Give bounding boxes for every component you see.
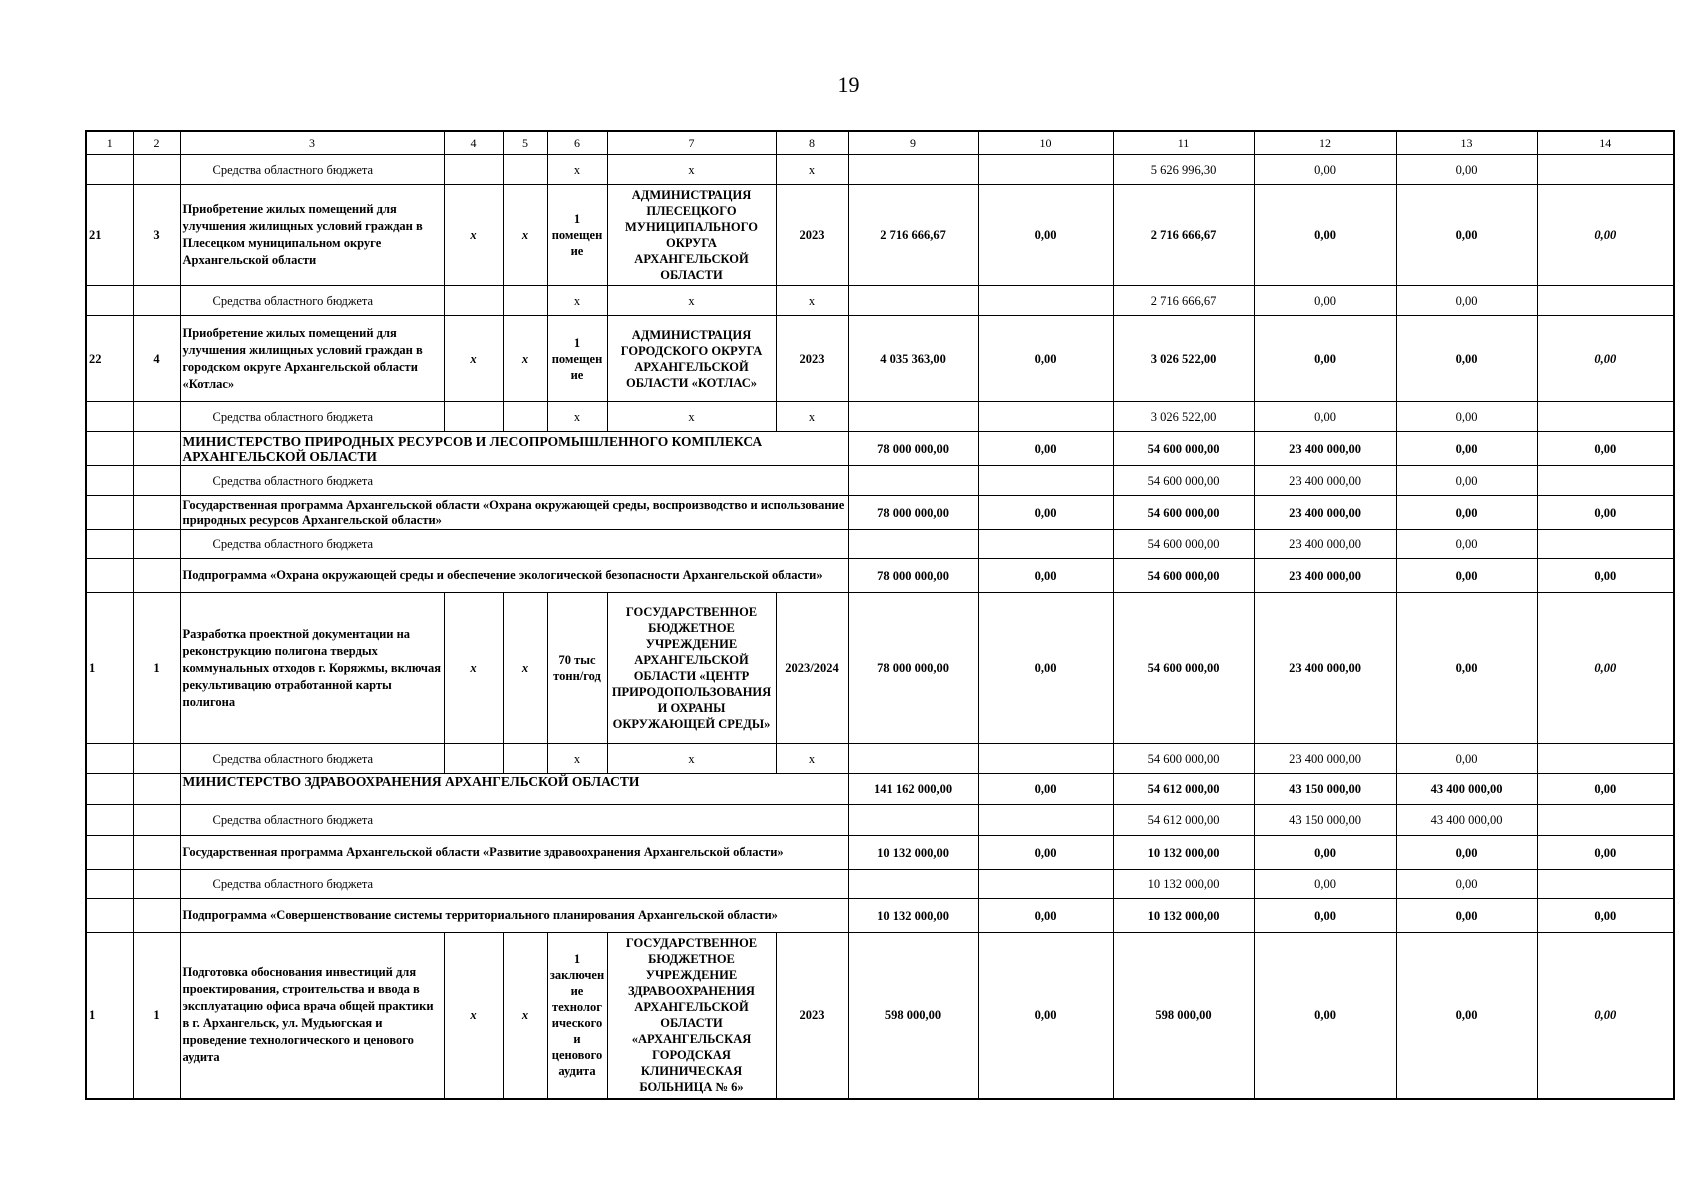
item-name: Приобретение жилых помещений для улучшения жилищных условий граждан в городском округе Архангельской области «Котлас» (180, 316, 444, 402)
page-number: 19 (837, 72, 860, 97)
cell (978, 286, 1113, 316)
cell (1537, 744, 1674, 774)
cell: 0,00 (1254, 933, 1396, 1099)
cell: 10 132 000,00 (1113, 899, 1254, 933)
period: 2023 (776, 933, 848, 1099)
cell (1537, 805, 1674, 836)
cell (133, 155, 180, 185)
cell: 0,00 (1254, 316, 1396, 402)
cell: 0,00 (1396, 185, 1537, 286)
ministry-title: МИНИСТЕРСТВО ПРИРОДНЫХ РЕСУРСОВ И ЛЕСОПРОМЫШЛЕННОГО КОМПЛЕКСА АРХАНГЕЛЬСКОЙ ОБЛАСТИ (180, 432, 848, 466)
period: 2023 (776, 316, 848, 402)
cell: x (547, 286, 607, 316)
cell: 23 400 000,00 (1254, 466, 1396, 496)
cell: 0,00 (1537, 185, 1674, 286)
cell (978, 805, 1113, 836)
cell: x (444, 185, 503, 286)
cell: 54 600 000,00 (1113, 744, 1254, 774)
cell: 0,00 (978, 316, 1113, 402)
cell: 54 612 000,00 (1113, 774, 1254, 805)
cell: 2 716 666,67 (1113, 185, 1254, 286)
cell: 0,00 (1537, 559, 1674, 593)
cell: 54 600 000,00 (1113, 466, 1254, 496)
cell (133, 774, 180, 805)
cell: 43 400 000,00 (1396, 774, 1537, 805)
table-row (86, 933, 1674, 1099)
budget-source-label: Средства областного бюджета (180, 466, 848, 496)
cell: x (547, 155, 607, 185)
cell: 23 400 000,00 (1254, 496, 1396, 530)
cell (848, 466, 978, 496)
cell: 23 400 000,00 (1254, 432, 1396, 466)
budget-source-row (86, 744, 1674, 774)
cell: 0,00 (978, 185, 1113, 286)
cell (503, 402, 547, 432)
column-header: 5 (503, 131, 547, 155)
item-name: Подготовка обоснования инвестиций для проектирования, строительства и ввода в эксплуатацию офиса врача общей практики в г. Архангельск, ул. Мудьюгская и проведение технологического и ценового аудита (180, 933, 444, 1099)
cell (444, 744, 503, 774)
cell: 0,00 (1396, 402, 1537, 432)
cell: 10 132 000,00 (1113, 836, 1254, 870)
cell (978, 402, 1113, 432)
cell (86, 155, 133, 185)
cell: 0,00 (1396, 286, 1537, 316)
period: 2023 (776, 185, 848, 286)
budget-source-row (86, 286, 1674, 316)
cell (1537, 466, 1674, 496)
cell: x (503, 933, 547, 1099)
cell: x (776, 402, 848, 432)
cell: 78 000 000,00 (848, 496, 978, 530)
cell: 78 000 000,00 (848, 432, 978, 466)
subprogram-title: Подпрограмма «Совершенствование системы территориального планирования Архангельской области» (180, 899, 848, 933)
cell: 0,00 (978, 559, 1113, 593)
cell: 4 035 363,00 (848, 316, 978, 402)
cell: 0,00 (1537, 496, 1674, 530)
cell: 23 400 000,00 (1254, 530, 1396, 559)
budget-source-row (86, 155, 1674, 185)
cell (133, 805, 180, 836)
item-number: 4 (133, 316, 180, 402)
subprogram-title: Подпрограмма «Охрана окружающей среды и обеспечение экологической безопасности Архангельской области» (180, 559, 848, 593)
cell: 141 162 000,00 (848, 774, 978, 805)
column-header: 1 (86, 131, 133, 155)
cell (1537, 155, 1674, 185)
cell (133, 744, 180, 774)
cell (848, 744, 978, 774)
cell (444, 155, 503, 185)
cell: 0,00 (1396, 432, 1537, 466)
budget-source-label: Средства областного бюджета (180, 155, 444, 185)
cell: 0,00 (1396, 744, 1537, 774)
row-number: 22 (86, 316, 133, 402)
cell (86, 870, 133, 899)
cell (978, 530, 1113, 559)
financing-table (85, 130, 1675, 1100)
cell: 0,00 (1396, 836, 1537, 870)
cell: 2 716 666,67 (848, 185, 978, 286)
budget-source-label: Средства областного бюджета (180, 286, 444, 316)
column-header: 7 (607, 131, 776, 155)
cell: 0,00 (978, 593, 1113, 744)
cell (503, 155, 547, 185)
period: 2023/2024 (776, 593, 848, 744)
row-number: 1 (86, 593, 133, 744)
column-header: 2 (133, 131, 180, 155)
column-header: 3 (180, 131, 444, 155)
capacity: 1 помещение (547, 185, 607, 286)
cell (848, 805, 978, 836)
cell: 0,00 (1396, 933, 1537, 1099)
cell (978, 870, 1113, 899)
cell: x (444, 316, 503, 402)
cell (444, 286, 503, 316)
cell (978, 466, 1113, 496)
cell: 0,00 (978, 496, 1113, 530)
item-number: 1 (133, 593, 180, 744)
cell: 0,00 (1254, 870, 1396, 899)
cell (133, 870, 180, 899)
cell (86, 402, 133, 432)
cell: x (503, 185, 547, 286)
cell (848, 402, 978, 432)
cell: 43 150 000,00 (1254, 774, 1396, 805)
cell: 0,00 (978, 899, 1113, 933)
cell (133, 899, 180, 933)
budget-source-label: Средства областного бюджета (180, 805, 848, 836)
cell: 23 400 000,00 (1254, 559, 1396, 593)
column-header: 10 (978, 131, 1113, 155)
cell (86, 530, 133, 559)
cell: 0,00 (1396, 559, 1537, 593)
cell (133, 530, 180, 559)
cell (133, 432, 180, 466)
cell (978, 744, 1113, 774)
cell: 0,00 (1537, 774, 1674, 805)
column-header: 4 (444, 131, 503, 155)
cell: 23 400 000,00 (1254, 744, 1396, 774)
cell: 43 400 000,00 (1396, 805, 1537, 836)
cell (133, 559, 180, 593)
cell: 3 026 522,00 (1113, 316, 1254, 402)
cell: 0,00 (978, 836, 1113, 870)
cell: 0,00 (1537, 593, 1674, 744)
budget-source-row (86, 870, 1674, 899)
program-row (86, 836, 1674, 870)
cell: 78 000 000,00 (848, 559, 978, 593)
budget-source-row (86, 530, 1674, 559)
budget-source-label: Средства областного бюджета (180, 530, 848, 559)
responsible-org: АДМИНИСТРАЦИЯ ГОРОДСКОГО ОКРУГА АРХАНГЕЛЬСКОЙ ОБЛАСТИ «КОТЛАС» (607, 316, 776, 402)
cell: 0,00 (1396, 870, 1537, 899)
cell (503, 744, 547, 774)
cell: 0,00 (978, 432, 1113, 466)
cell: 0,00 (1254, 286, 1396, 316)
cell: 0,00 (1396, 466, 1537, 496)
table-row (86, 185, 1674, 286)
cell: 54 612 000,00 (1113, 805, 1254, 836)
column-number-row (86, 131, 1674, 155)
item-number: 1 (133, 933, 180, 1099)
cell: 0,00 (1537, 899, 1674, 933)
item-number: 3 (133, 185, 180, 286)
cell: 2 716 666,67 (1113, 286, 1254, 316)
responsible-org: ГОСУДАРСТВЕННОЕ БЮДЖЕТНОЕ УЧРЕЖДЕНИЕ АРХАНГЕЛЬСКОЙ ОБЛАСТИ «ЦЕНТР ПРИРОДОПОЛЬЗОВАНИЯ И ОХРАНЫ ОКРУЖАЮЩЕЙ СРЕДЫ» (607, 593, 776, 744)
subprogram-row (86, 559, 1674, 593)
cell (848, 530, 978, 559)
cell: 0,00 (978, 933, 1113, 1099)
column-header: 8 (776, 131, 848, 155)
cell: 23 400 000,00 (1254, 593, 1396, 744)
cell (503, 286, 547, 316)
cell (86, 286, 133, 316)
budget-source-row (86, 402, 1674, 432)
capacity: 1 помещение (547, 316, 607, 402)
cell: 10 132 000,00 (848, 836, 978, 870)
column-header: 9 (848, 131, 978, 155)
cell: x (776, 744, 848, 774)
cell (1537, 870, 1674, 899)
cell: x (776, 286, 848, 316)
responsible-org: ГОСУДАРСТВЕННОЕ БЮДЖЕТНОЕ УЧРЕЖДЕНИЕ ЗДРАВООХРАНЕНИЯ АРХАНГЕЛЬСКОЙ ОБЛАСТИ «АРХАНГЕЛЬСКАЯ ГОРОДСКАЯ КЛИНИЧЕСКАЯ БОЛЬНИЦА № 6» (607, 933, 776, 1099)
cell: x (444, 593, 503, 744)
cell: 78 000 000,00 (848, 593, 978, 744)
cell (86, 432, 133, 466)
cell: 0,00 (1396, 155, 1537, 185)
budget-source-label: Средства областного бюджета (180, 744, 444, 774)
ministry-row (86, 774, 1674, 805)
cell: x (444, 933, 503, 1099)
program-row (86, 496, 1674, 530)
cell (444, 402, 503, 432)
cell: 3 026 522,00 (1113, 402, 1254, 432)
cell (86, 466, 133, 496)
capacity: 70 тыс тонн/год (547, 593, 607, 744)
program-title: Государственная программа Архангельской области «Охрана окружающей среды, воспроизводство и использование природных ресурсов Архангельской области» (180, 496, 848, 530)
budget-source-row (86, 805, 1674, 836)
cell: 54 600 000,00 (1113, 593, 1254, 744)
cell: 10 132 000,00 (848, 899, 978, 933)
budget-source-label: Средства областного бюджета (180, 402, 444, 432)
capacity: 1 заключение технологического и ценового аудита (547, 933, 607, 1099)
subprogram-row (86, 899, 1674, 933)
row-number: 1 (86, 933, 133, 1099)
table-row (86, 316, 1674, 402)
cell (133, 402, 180, 432)
cell: x (607, 286, 776, 316)
cell: 0,00 (1254, 899, 1396, 933)
cell: 54 600 000,00 (1113, 530, 1254, 559)
cell: 0,00 (1537, 933, 1674, 1099)
cell (133, 836, 180, 870)
cell: x (503, 593, 547, 744)
cell (86, 899, 133, 933)
cell: 0,00 (1396, 899, 1537, 933)
cell: 0,00 (1396, 316, 1537, 402)
cell (133, 286, 180, 316)
responsible-org: АДМИНИСТРАЦИЯ ПЛЕСЕЦКОГО МУНИЦИПАЛЬНОГО ОКРУГА АРХАНГЕЛЬСКОЙ ОБЛАСТИ (607, 185, 776, 286)
cell: 0,00 (1396, 496, 1537, 530)
column-header: 6 (547, 131, 607, 155)
cell (848, 286, 978, 316)
item-name: Разработка проектной документации на реконструкцию полигона твердых коммунальных отходов г. Коряжмы, включая рекультивацию отработанной карты полигона (180, 593, 444, 744)
cell: 5 626 996,30 (1113, 155, 1254, 185)
budget-source-row (86, 466, 1674, 496)
cell (1537, 530, 1674, 559)
cell: 0,00 (1537, 316, 1674, 402)
cell: x (547, 402, 607, 432)
column-header: 13 (1396, 131, 1537, 155)
program-title: Государственная программа Архангельской области «Развитие здравоохранения Архангельской области» (180, 836, 848, 870)
cell: 0,00 (1254, 836, 1396, 870)
cell (86, 496, 133, 530)
cell (86, 805, 133, 836)
cell: 0,00 (1254, 185, 1396, 286)
cell: x (503, 316, 547, 402)
cell: x (776, 155, 848, 185)
column-header: 12 (1254, 131, 1396, 155)
cell (86, 744, 133, 774)
column-header: 11 (1113, 131, 1254, 155)
cell (133, 466, 180, 496)
column-header: 14 (1537, 131, 1674, 155)
cell: x (547, 744, 607, 774)
cell: 0,00 (1537, 836, 1674, 870)
ministry-row (86, 432, 1674, 466)
cell: x (607, 744, 776, 774)
cell (86, 559, 133, 593)
cell: 0,00 (1254, 155, 1396, 185)
cell: 0,00 (1537, 432, 1674, 466)
ministry-title: МИНИСТЕРСТВО ЗДРАВООХРАНЕНИЯ АРХАНГЕЛЬСКОЙ ОБЛАСТИ (180, 774, 848, 805)
cell: 598 000,00 (1113, 933, 1254, 1099)
cell (1537, 402, 1674, 432)
table-row (86, 593, 1674, 744)
cell: 0,00 (1254, 402, 1396, 432)
budget-source-label: Средства областного бюджета (180, 870, 848, 899)
cell: 54 600 000,00 (1113, 432, 1254, 466)
cell: 54 600 000,00 (1113, 496, 1254, 530)
cell (848, 870, 978, 899)
cell (978, 155, 1113, 185)
row-number: 21 (86, 185, 133, 286)
cell: x (607, 155, 776, 185)
cell (1537, 286, 1674, 316)
cell: 54 600 000,00 (1113, 559, 1254, 593)
cell (86, 774, 133, 805)
cell (848, 155, 978, 185)
cell (86, 836, 133, 870)
cell: 43 150 000,00 (1254, 805, 1396, 836)
cell: 0,00 (1396, 530, 1537, 559)
cell: 598 000,00 (848, 933, 978, 1099)
cell: x (607, 402, 776, 432)
cell: 10 132 000,00 (1113, 870, 1254, 899)
item-name: Приобретение жилых помещений для улучшения жилищных условий граждан в Плесецком муниципальном округе Архангельской области (180, 185, 444, 286)
cell: 0,00 (1396, 593, 1537, 744)
cell (133, 496, 180, 530)
cell: 0,00 (978, 774, 1113, 805)
